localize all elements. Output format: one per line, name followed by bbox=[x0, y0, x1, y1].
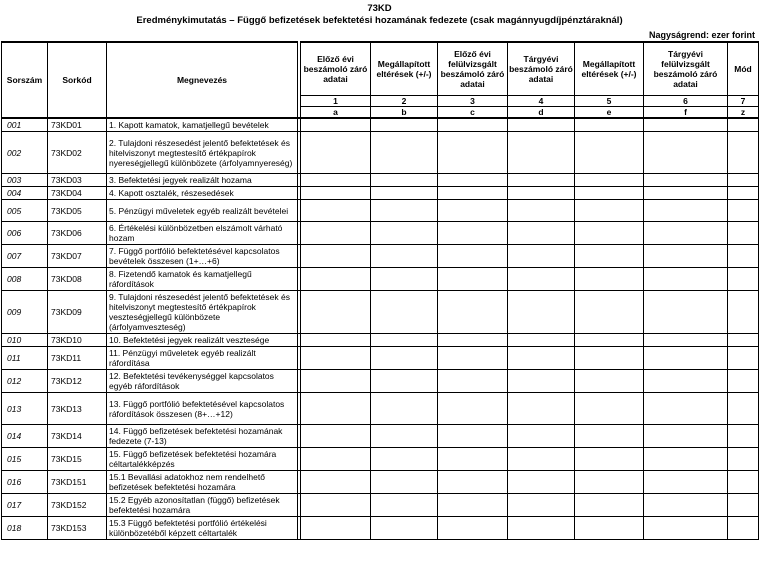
col-header-7: Mód bbox=[728, 42, 759, 96]
value-cell[interactable] bbox=[575, 471, 644, 494]
value-cell[interactable] bbox=[575, 268, 644, 291]
value-cell[interactable] bbox=[301, 187, 371, 200]
value-cell[interactable] bbox=[371, 200, 438, 222]
value-cell[interactable] bbox=[438, 222, 508, 245]
row-megnevezes: 7. Függő portfólió befektetésével kapcsolatos bevételek összesen (1+…+6) bbox=[107, 245, 298, 268]
value-cell[interactable] bbox=[575, 187, 644, 200]
value-cell[interactable] bbox=[728, 370, 759, 393]
value-cell[interactable] bbox=[575, 245, 644, 268]
table-row bbox=[2, 200, 759, 222]
value-cell[interactable] bbox=[371, 245, 438, 268]
value-cell[interactable] bbox=[438, 118, 508, 132]
col-header-megnevezes: Megnevezés bbox=[107, 42, 298, 118]
value-cell[interactable] bbox=[728, 200, 759, 222]
value-cell[interactable] bbox=[644, 200, 728, 222]
row-megnevezes: 15. Függő befizetések befektetési hozamára céltartalékképzés bbox=[107, 448, 298, 471]
value-cell[interactable] bbox=[508, 118, 575, 132]
col-header-2: Megállapított eltérések (+/-) bbox=[371, 42, 438, 96]
value-cell[interactable] bbox=[301, 291, 371, 334]
row-megnevezes: 5. Pénzügyi műveletek egyéb realizált bevételei bbox=[107, 200, 298, 222]
table-row bbox=[2, 494, 759, 517]
row-sorkod: 73KD13 bbox=[48, 393, 107, 425]
table-row bbox=[2, 118, 759, 132]
value-cell[interactable] bbox=[301, 425, 371, 448]
value-cell[interactable] bbox=[728, 118, 759, 132]
row-megnevezes: 2. Tulajdoni részesedést jelentő befektetések és hitelviszonyt megtestesítő értékpapírok nyereségjellegű különbözete (árfolyamnyereség) bbox=[107, 132, 298, 174]
col-number: 3 bbox=[438, 96, 508, 107]
report-title: Eredménykimutatás – Függő befizetések befektetési hozamának fedezete (csak magánnyugdíjpénztáraknál) bbox=[136, 15, 623, 26]
value-cell[interactable] bbox=[508, 291, 575, 334]
value-cell[interactable] bbox=[728, 494, 759, 517]
col-header-sorkod: Sorkód bbox=[48, 42, 107, 118]
value-cell[interactable] bbox=[728, 334, 759, 347]
value-cell[interactable] bbox=[371, 174, 438, 187]
value-cell[interactable] bbox=[575, 118, 644, 132]
value-cell[interactable] bbox=[301, 448, 371, 471]
header-row bbox=[2, 42, 759, 96]
row-megnevezes: 15.3 Függő befektetési portfólió értékelési különbözetéből képzett céltartalék bbox=[107, 517, 298, 540]
value-cell[interactable] bbox=[728, 471, 759, 494]
table-row bbox=[2, 268, 759, 291]
value-cell[interactable] bbox=[371, 517, 438, 540]
value-cell[interactable] bbox=[301, 494, 371, 517]
row-megnevezes: 15.2 Egyéb azonosítatlan (függő) befizetések befektetési hozamára bbox=[107, 494, 298, 517]
value-cell[interactable] bbox=[371, 370, 438, 393]
value-cell[interactable] bbox=[644, 268, 728, 291]
value-cell[interactable] bbox=[644, 517, 728, 540]
col-header-6: Tárgyévi felülvizsgált beszámoló záró adatai bbox=[644, 42, 728, 96]
value-cell[interactable] bbox=[371, 268, 438, 291]
col-letter: c bbox=[438, 107, 508, 119]
row-sorszam: 008 bbox=[2, 268, 48, 291]
col-header-5: Megállapított eltérések (+/-) bbox=[575, 42, 644, 96]
table-row bbox=[2, 132, 759, 174]
row-sorszam: 003 bbox=[2, 174, 48, 187]
row-sorkod: 73KD02 bbox=[48, 132, 107, 174]
table-row bbox=[2, 393, 759, 425]
col-letter: f bbox=[644, 107, 728, 119]
value-cell[interactable] bbox=[728, 393, 759, 425]
row-sorkod: 73KD09 bbox=[48, 291, 107, 334]
row-sorkod: 73KD152 bbox=[48, 494, 107, 517]
value-cell[interactable] bbox=[301, 174, 371, 187]
row-sorszam: 009 bbox=[2, 291, 48, 334]
value-cell[interactable] bbox=[371, 132, 438, 174]
value-cell[interactable] bbox=[371, 118, 438, 132]
col-number: 7 bbox=[728, 96, 759, 107]
col-header-3: Előző évi felülvizsgált beszámoló záró adatai bbox=[438, 42, 508, 96]
value-cell[interactable] bbox=[728, 517, 759, 540]
row-sorkod: 73KD08 bbox=[48, 268, 107, 291]
value-cell[interactable] bbox=[371, 448, 438, 471]
row-megnevezes: 1. Kapott kamatok, kamatjellegű bevételek bbox=[107, 118, 298, 132]
row-sorkod: 73KD04 bbox=[48, 187, 107, 200]
value-cell[interactable] bbox=[438, 132, 508, 174]
row-megnevezes: 14. Függő befizetések befektetési hozamának fedezete (7-13) bbox=[107, 425, 298, 448]
row-sorkod: 73KD06 bbox=[48, 222, 107, 245]
value-cell[interactable] bbox=[508, 222, 575, 245]
row-megnevezes: 11. Pénzügyi műveletek egyéb realizált ráfordítása bbox=[107, 347, 298, 370]
value-cell[interactable] bbox=[301, 471, 371, 494]
value-cell[interactable] bbox=[371, 471, 438, 494]
value-cell[interactable] bbox=[508, 245, 575, 268]
value-cell[interactable] bbox=[438, 347, 508, 370]
table-row bbox=[2, 471, 759, 494]
table-row bbox=[2, 517, 759, 540]
value-cell[interactable] bbox=[644, 187, 728, 200]
value-cell[interactable] bbox=[508, 370, 575, 393]
value-cell[interactable] bbox=[371, 347, 438, 370]
value-cell[interactable] bbox=[438, 334, 508, 347]
value-cell[interactable] bbox=[438, 291, 508, 334]
col-number: 1 bbox=[301, 96, 371, 107]
value-cell[interactable] bbox=[438, 425, 508, 448]
value-cell[interactable] bbox=[644, 347, 728, 370]
value-cell[interactable] bbox=[508, 347, 575, 370]
value-cell[interactable] bbox=[728, 291, 759, 334]
row-sorszam: 018 bbox=[2, 517, 48, 540]
value-cell[interactable] bbox=[438, 370, 508, 393]
value-cell[interactable] bbox=[301, 245, 371, 268]
row-sorkod: 73KD11 bbox=[48, 347, 107, 370]
col-letter: d bbox=[508, 107, 575, 119]
value-cell[interactable] bbox=[728, 222, 759, 245]
value-cell[interactable] bbox=[728, 245, 759, 268]
value-cell[interactable] bbox=[575, 393, 644, 425]
table-row bbox=[2, 448, 759, 471]
value-cell[interactable] bbox=[644, 448, 728, 471]
col-header-sorszam: Sorszám bbox=[2, 42, 48, 118]
table-row bbox=[2, 425, 759, 448]
row-sorszam: 016 bbox=[2, 471, 48, 494]
value-cell[interactable] bbox=[644, 291, 728, 334]
value-cell[interactable] bbox=[728, 268, 759, 291]
value-cell[interactable] bbox=[575, 425, 644, 448]
value-cell[interactable] bbox=[371, 425, 438, 448]
value-cell[interactable] bbox=[508, 132, 575, 174]
value-cell[interactable] bbox=[644, 370, 728, 393]
value-cell[interactable] bbox=[644, 174, 728, 187]
table-row bbox=[2, 291, 759, 334]
value-cell[interactable] bbox=[728, 132, 759, 174]
col-letter: z bbox=[728, 107, 759, 119]
row-sorkod: 73KD12 bbox=[48, 370, 107, 393]
value-cell[interactable] bbox=[575, 222, 644, 245]
col-number: 4 bbox=[508, 96, 575, 107]
value-cell[interactable] bbox=[508, 200, 575, 222]
row-sorszam: 005 bbox=[2, 200, 48, 222]
value-cell[interactable] bbox=[438, 471, 508, 494]
value-cell[interactable] bbox=[728, 347, 759, 370]
row-sorszam: 013 bbox=[2, 393, 48, 425]
row-megnevezes: 3. Befektetési jegyek realizált hozama bbox=[107, 174, 298, 187]
value-cell[interactable] bbox=[644, 118, 728, 132]
value-cell[interactable] bbox=[508, 425, 575, 448]
value-cell[interactable] bbox=[575, 517, 644, 540]
row-sorszam: 014 bbox=[2, 425, 48, 448]
value-cell[interactable] bbox=[438, 494, 508, 517]
table-row bbox=[2, 174, 759, 187]
value-cell[interactable] bbox=[371, 187, 438, 200]
value-cell[interactable] bbox=[301, 268, 371, 291]
row-megnevezes: 6. Értékelési különbözetben elszámolt várható hozam bbox=[107, 222, 298, 245]
value-cell[interactable] bbox=[371, 334, 438, 347]
value-cell[interactable] bbox=[371, 222, 438, 245]
row-megnevezes: 13. Függő portfólió befektetésével kapcsolatos ráfordítások összesen (8+…+12) bbox=[107, 393, 298, 425]
value-cell[interactable] bbox=[438, 448, 508, 471]
value-cell[interactable] bbox=[301, 393, 371, 425]
row-sorkod: 73KD10 bbox=[48, 334, 107, 347]
value-cell[interactable] bbox=[301, 200, 371, 222]
value-cell[interactable] bbox=[508, 448, 575, 471]
value-cell[interactable] bbox=[508, 393, 575, 425]
value-cell[interactable] bbox=[644, 494, 728, 517]
value-cell[interactable] bbox=[644, 222, 728, 245]
value-cell[interactable] bbox=[575, 291, 644, 334]
value-cell[interactable] bbox=[728, 187, 759, 200]
col-number: 2 bbox=[371, 96, 438, 107]
value-cell[interactable] bbox=[728, 425, 759, 448]
value-cell[interactable] bbox=[575, 200, 644, 222]
row-sorkod: 73KD151 bbox=[48, 471, 107, 494]
value-cell[interactable] bbox=[644, 425, 728, 448]
table-row bbox=[2, 334, 759, 347]
value-cell[interactable] bbox=[575, 132, 644, 174]
report-code: 73KD bbox=[367, 3, 392, 14]
value-cell[interactable] bbox=[301, 334, 371, 347]
value-cell[interactable] bbox=[438, 268, 508, 291]
row-sorkod: 73KD14 bbox=[48, 425, 107, 448]
value-cell[interactable] bbox=[438, 187, 508, 200]
value-cell[interactable] bbox=[644, 334, 728, 347]
value-cell[interactable] bbox=[575, 494, 644, 517]
value-cell[interactable] bbox=[508, 268, 575, 291]
row-sorszam: 006 bbox=[2, 222, 48, 245]
value-cell[interactable] bbox=[644, 132, 728, 174]
col-letter: b bbox=[371, 107, 438, 119]
row-megnevezes: 8. Fizetendő kamatok és kamatjellegű ráfordítások bbox=[107, 268, 298, 291]
value-cell[interactable] bbox=[301, 517, 371, 540]
value-cell[interactable] bbox=[508, 494, 575, 517]
value-cell[interactable] bbox=[728, 448, 759, 471]
value-cell[interactable] bbox=[575, 448, 644, 471]
table-row bbox=[2, 245, 759, 268]
row-sorszam: 015 bbox=[2, 448, 48, 471]
row-megnevezes: 4. Kapott osztalék, részesedések bbox=[107, 187, 298, 200]
value-cell[interactable] bbox=[508, 471, 575, 494]
value-cell[interactable] bbox=[575, 370, 644, 393]
row-megnevezes: 9. Tulajdoni részesedést jelentő befektetések és hitelviszonyt megtestesítő értékpapírok veszteségjellegű különbözete (árfolyamveszteség) bbox=[107, 291, 298, 334]
row-megnevezes: 10. Befektetési jegyek realizált vesztesége bbox=[107, 334, 298, 347]
value-cell[interactable] bbox=[301, 370, 371, 393]
value-cell[interactable] bbox=[508, 517, 575, 540]
col-letter: e bbox=[575, 107, 644, 119]
value-cell[interactable] bbox=[301, 118, 371, 132]
value-cell[interactable] bbox=[301, 347, 371, 370]
col-header-4: Tárgyévi beszámoló záró adatai bbox=[508, 42, 575, 96]
value-cell[interactable] bbox=[728, 174, 759, 187]
value-cell[interactable] bbox=[508, 187, 575, 200]
value-cell[interactable] bbox=[644, 245, 728, 268]
value-cell[interactable] bbox=[508, 174, 575, 187]
row-sorszam: 004 bbox=[2, 187, 48, 200]
value-cell[interactable] bbox=[371, 393, 438, 425]
row-sorkod: 73KD07 bbox=[48, 245, 107, 268]
value-cell[interactable] bbox=[371, 291, 438, 334]
value-cell[interactable] bbox=[575, 174, 644, 187]
row-megnevezes: 15.1 Bevallási adatokhoz nem rendelhető befizetések befektetési hozamára bbox=[107, 471, 298, 494]
row-sorszam: 012 bbox=[2, 370, 48, 393]
value-cell[interactable] bbox=[508, 334, 575, 347]
row-sorkod: 73KD03 bbox=[48, 174, 107, 187]
value-cell[interactable] bbox=[301, 132, 371, 174]
report-table bbox=[1, 41, 759, 540]
unit-label: Nagyságrend: ezer forint bbox=[648, 30, 755, 40]
value-cell[interactable] bbox=[575, 347, 644, 370]
row-sorkod: 73KD05 bbox=[48, 200, 107, 222]
value-cell[interactable] bbox=[438, 393, 508, 425]
value-cell[interactable] bbox=[438, 517, 508, 540]
table-row bbox=[2, 347, 759, 370]
row-sorszam: 007 bbox=[2, 245, 48, 268]
table-row bbox=[2, 370, 759, 393]
value-cell[interactable] bbox=[438, 245, 508, 268]
row-sorszam: 011 bbox=[2, 347, 48, 370]
table-row bbox=[2, 187, 759, 200]
row-sorszam: 017 bbox=[2, 494, 48, 517]
row-sorkod: 73KD15 bbox=[48, 448, 107, 471]
col-letter: a bbox=[301, 107, 371, 119]
row-megnevezes: 12. Befektetési tevékenységgel kapcsolatos egyéb ráfordítások bbox=[107, 370, 298, 393]
row-sorkod: 73KD01 bbox=[48, 118, 107, 132]
value-cell[interactable] bbox=[438, 174, 508, 187]
report-body bbox=[2, 118, 759, 540]
value-cell[interactable] bbox=[575, 334, 644, 347]
value-cell[interactable] bbox=[371, 494, 438, 517]
row-sorkod: 73KD153 bbox=[48, 517, 107, 540]
value-cell[interactable] bbox=[438, 200, 508, 222]
row-sorszam: 002 bbox=[2, 132, 48, 174]
table-row bbox=[2, 222, 759, 245]
col-number: 6 bbox=[644, 96, 728, 107]
value-cell[interactable] bbox=[301, 222, 371, 245]
row-sorszam: 001 bbox=[2, 118, 48, 132]
row-sorszam: 010 bbox=[2, 334, 48, 347]
col-number: 5 bbox=[575, 96, 644, 107]
value-cell[interactable] bbox=[644, 393, 728, 425]
value-cell[interactable] bbox=[644, 471, 728, 494]
col-header-1: Előző évi beszámoló záró adatai bbox=[301, 42, 371, 96]
